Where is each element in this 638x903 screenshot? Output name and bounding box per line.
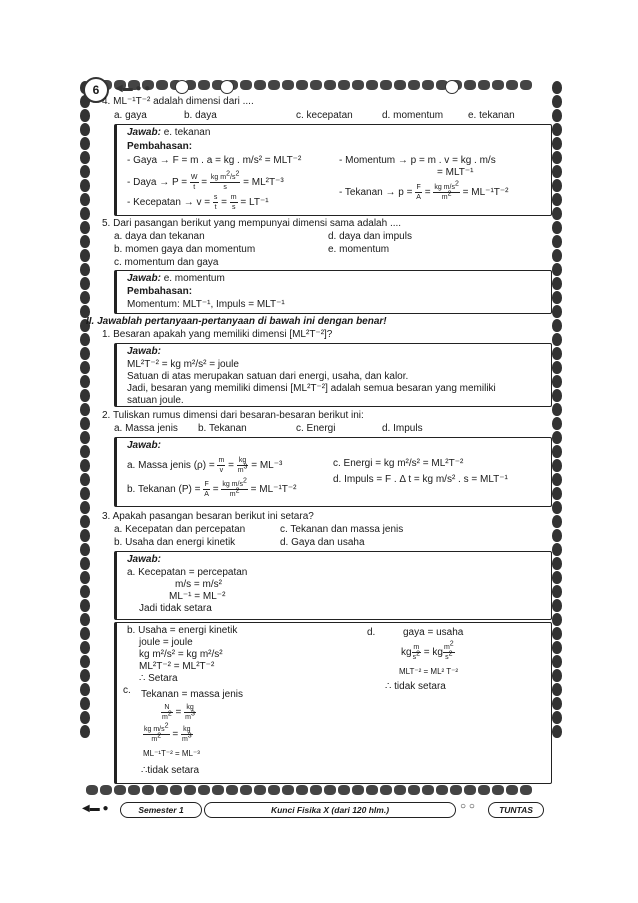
- border-ornament-leaf: [80, 445, 90, 458]
- s1-question: 1. Besaran apakah yang memiliki dimensi [ML²T⁻²]?: [102, 329, 333, 340]
- border-ornament-leaf: [80, 347, 90, 360]
- s3-c-line-3: $\frac{kg m/s^2}{m^2}$ = $\frac{kg}{m^3}$: [144, 722, 192, 743]
- border-ornament-leaf: [552, 473, 562, 486]
- s2-massa-jenis-line: a. Massa jenis (ρ) = $\frac{m}{v}$ = $\frac{kg}{m^3}$ = ML⁻³: [127, 457, 283, 474]
- q5-jawab-label: Jawab:: [127, 273, 161, 284]
- s3-question: 3. Apakah pasangan besaran berikut ini setara?: [102, 511, 314, 522]
- border-ornament-leaf: [80, 459, 90, 472]
- border-ornament-leaf: [552, 445, 562, 458]
- s3-c-line-4: ML⁻¹T⁻² = ML⁻³: [143, 749, 200, 758]
- s3-option-d: d. Gaya dan usaha: [280, 537, 365, 548]
- border-ornament-leaf: [552, 347, 562, 360]
- border-ornament-leaf: [80, 207, 90, 220]
- q4-momentum-result: = MLT⁻¹: [437, 167, 474, 178]
- s2-impuls-line: d. Impuls = F . Δ t = kg m/s² . s = MLT⁻¹: [333, 474, 508, 485]
- q4-option-e: e. tekanan: [468, 110, 515, 121]
- border-ornament-leaf: [80, 221, 90, 234]
- left-border-ornament: [78, 80, 92, 790]
- footer-brand: TUNTAS: [488, 802, 544, 818]
- border-ornament-leaf: [80, 123, 90, 136]
- s3-option-b: b. Usaha dan energi kinetik: [114, 537, 236, 548]
- border-ornament-leaf: [80, 403, 90, 416]
- footer-semester: Semester 1: [120, 802, 202, 818]
- border-ornament-leaf: [552, 123, 562, 136]
- page-footer: [82, 802, 562, 818]
- border-ornament-leaf: [552, 585, 562, 598]
- q5-option-a: a. daya dan tekanan: [114, 231, 205, 242]
- border-ornament-leaf: [552, 221, 562, 234]
- s1-line-2: Satuan di atas merupakan satuan dari energi, usaha, dan kalor.: [127, 371, 409, 382]
- border-ornament-leaf: [80, 263, 90, 276]
- s3-d-line-1: gaya = usaha: [403, 627, 464, 638]
- border-ornament-leaf: [80, 515, 90, 528]
- s3-d-line-3: MLT⁻² = ML² T⁻²: [399, 667, 459, 676]
- border-ornament-leaf: [552, 669, 562, 682]
- s3-c-line-5: ∴tidak setara: [141, 765, 200, 776]
- border-ornament-leaf: [552, 333, 562, 346]
- s3-jawab-label: Jawab:: [127, 554, 161, 565]
- s3-answer-box-bcd: [114, 622, 552, 784]
- s3-option-c: c. Tekanan dan massa jenis: [280, 524, 404, 535]
- s3-c-label: c.: [123, 685, 131, 696]
- border-ornament-leaf: [552, 95, 562, 108]
- border-ornament-leaf: [80, 725, 90, 738]
- q5-answer-box: [114, 270, 552, 314]
- border-ornament-leaf: [80, 557, 90, 570]
- s2-option-c: c. Energi: [296, 423, 336, 434]
- s3-a-line-3: ML⁻¹ = ML⁻²: [169, 591, 226, 602]
- border-ornament-leaf: [552, 249, 562, 262]
- border-ornament-leaf: [552, 137, 562, 150]
- q5-option-b: b. momen gaya dan momentum: [114, 244, 256, 255]
- border-ornament-leaf: [552, 417, 562, 430]
- border-ornament-leaf: [552, 557, 562, 570]
- q5-question: 5. Dari pasangan berikut yang mempunyai dimensi sama adalah ....: [102, 218, 402, 229]
- border-ornament-leaf: [80, 613, 90, 626]
- s2-answer-box: [114, 437, 552, 507]
- border-ornament-leaf: [80, 669, 90, 682]
- q5-pembahasan-text: Momentum: MLT⁻¹, Impuls = MLT⁻¹: [127, 299, 285, 310]
- s3-c-line-1: Tekanan = massa jenis: [141, 689, 244, 700]
- border-ornament-leaf: [552, 165, 562, 178]
- border-ornament-leaf: [552, 627, 562, 640]
- s2-energi-line: c. Energi = kg m²/s² = ML²T⁻²: [333, 458, 464, 469]
- border-ornament-leaf: [552, 193, 562, 206]
- q4-question: 4. ML⁻¹T⁻² adalah dimensi dari ....: [102, 96, 254, 107]
- border-ornament-leaf: [80, 431, 90, 444]
- s3-a-line-2: m/s = m/s²: [175, 579, 222, 590]
- q4-daya-line: - Daya → P = $\frac{W}{t}$ = $\frac{kg m^2/s^2}{s}$ = ML²T⁻³: [127, 170, 284, 191]
- border-ornament-leaf: [552, 389, 562, 402]
- s1-line-3: Jadi, besaran yang memiliki dimensi [ML²T⁻²] adalah semua besaran yang memiliki: [127, 383, 496, 394]
- border-ornament-leaf: [80, 291, 90, 304]
- border-ornament-leaf: [80, 179, 90, 192]
- footer-arrow-icon: ◀▬ ●: [82, 803, 109, 814]
- q4-answer-box: [114, 124, 552, 216]
- border-ornament-leaf: [80, 235, 90, 248]
- s3-option-a: a. Kecepatan dan percepatan: [114, 524, 246, 535]
- s3-answer-box-a: [114, 551, 552, 620]
- border-ornament-leaf: [80, 487, 90, 500]
- q4-jawab-value: e. tekanan: [163, 127, 211, 138]
- q4-option-a: a. gaya: [114, 110, 147, 121]
- footer-circles-icon: ○ ○: [460, 801, 475, 812]
- border-ornament-leaf: [552, 291, 562, 304]
- border-ornament-leaf: [80, 193, 90, 206]
- border-ornament-leaf: [80, 585, 90, 598]
- s1-jawab-label: Jawab:: [127, 346, 161, 357]
- border-ornament-leaf: [80, 473, 90, 486]
- s2-tekanan-line: b. Tekanan (P) = $\frac{F}{A}$ = $\frac{kg m/s^2}{m^2}$ = ML⁻¹T⁻²: [127, 477, 297, 498]
- border-ornament-leaf: [80, 571, 90, 584]
- border-ornament-leaf: [80, 137, 90, 150]
- border-ornament-leaf: [80, 697, 90, 710]
- q5-option-d: d. daya dan impuls: [328, 231, 412, 242]
- border-ornament-leaf: [552, 599, 562, 612]
- border-ornament-leaf: [552, 529, 562, 542]
- border-ornament-leaf: [80, 529, 90, 542]
- border-ornament-leaf: [552, 207, 562, 220]
- border-ornament-leaf: [80, 599, 90, 612]
- border-ornament-leaf: [552, 571, 562, 584]
- s1-line-4: satuan joule.: [127, 395, 184, 406]
- bottom-border-ornament: [85, 785, 560, 797]
- q4-momentum-line: - Momentum → p = m . v = kg . m/s: [339, 155, 496, 166]
- border-ornament-leaf: [80, 375, 90, 388]
- q4-pembahasan-label: Pembahasan:: [127, 141, 193, 152]
- border-ornament-leaf: [80, 683, 90, 696]
- border-ornament-leaf: [80, 417, 90, 430]
- s3-b-line-5: ∴ Setara: [139, 673, 178, 684]
- s2-jawab-label: Jawab:: [127, 440, 161, 451]
- s3-b-line-4: ML²T⁻² = ML²T⁻²: [139, 661, 215, 672]
- border-ornament-leaf: [552, 543, 562, 556]
- q5-option-e: e. momentum: [328, 244, 390, 255]
- q4-option-c: c. kecepatan: [296, 110, 353, 121]
- border-ornament-leaf: [552, 655, 562, 668]
- border-ornament-leaf: [552, 263, 562, 276]
- q4-kecepatan-line: - Kecepatan → v = $\frac{s}{t}$ = $\frac{m}{s}$ = LT⁻¹: [127, 194, 269, 211]
- top-circles-ornament: [175, 80, 455, 92]
- s2-option-a: a. Massa jenis: [114, 423, 178, 434]
- s3-d-line-4: ∴ tidak setara: [385, 681, 446, 692]
- border-ornament-leaf: [80, 655, 90, 668]
- s1-line-1: ML²T⁻² = kg m²/s² = joule: [127, 359, 239, 370]
- s3-a-line-4: Jadi tidak setara: [139, 603, 212, 614]
- page-number-badge: 6: [83, 77, 109, 103]
- border-ornament-leaf: [80, 277, 90, 290]
- border-ornament-leaf: [80, 333, 90, 346]
- border-ornament-leaf: [552, 711, 562, 724]
- border-ornament-leaf: [552, 459, 562, 472]
- q4-option-d: d. momentum: [382, 110, 444, 121]
- s3-a-line-1: a. Kecepatan = percepatan: [127, 567, 248, 578]
- border-ornament-leaf: [552, 515, 562, 528]
- s2-question: 2. Tuliskan rumus dimensi dari besaran-besaran berikut ini:: [102, 410, 364, 421]
- border-ornament-leaf: [80, 711, 90, 724]
- border-ornament-leaf: [80, 361, 90, 374]
- border-ornament-leaf: [80, 641, 90, 654]
- border-ornament-leaf: [80, 109, 90, 122]
- border-ornament-leaf: [80, 165, 90, 178]
- q4-gaya-line: - Gaya → F = m . a = kg . m/s² = MLT⁻²: [127, 155, 302, 166]
- q5-option-c: c. momentum dan gaya: [114, 257, 219, 268]
- border-ornament-leaf: [552, 683, 562, 696]
- border-ornament-leaf: [552, 725, 562, 738]
- border-ornament-leaf: [552, 487, 562, 500]
- border-ornament-leaf: [80, 389, 90, 402]
- border-ornament-leaf: [552, 151, 562, 164]
- border-ornament-leaf: [552, 277, 562, 290]
- q5-pembahasan-label: Pembahasan:: [127, 286, 193, 297]
- s3-b-line-3: kg m²/s² = kg m²/s²: [139, 649, 223, 660]
- s3-c-line-2: $\frac{N}{m^2}$ = $\frac{kg}{m^3}$: [162, 704, 195, 721]
- q5-jawab-value: e. momentum: [163, 273, 225, 284]
- s3-b-line-2: joule = joule: [139, 637, 193, 648]
- border-ornament-leaf: [552, 431, 562, 444]
- s1-answer-box: [114, 343, 552, 407]
- border-ornament-leaf: [80, 151, 90, 164]
- footer-book-title: Kunci Fisika X (dari 120 hlm.): [204, 802, 456, 818]
- border-ornament-leaf: [552, 375, 562, 388]
- border-ornament-leaf: [552, 501, 562, 514]
- border-ornament-leaf: [552, 697, 562, 710]
- border-ornament-leaf: [552, 361, 562, 374]
- border-ornament-leaf: [552, 613, 562, 626]
- border-ornament-leaf: [552, 109, 562, 122]
- s3-d-label: d.: [367, 627, 376, 638]
- border-ornament-leaf: [80, 543, 90, 556]
- border-ornament-leaf: [552, 81, 562, 94]
- border-ornament-leaf: [552, 305, 562, 318]
- q4-tekanan-line: - Tekanan → p = $\frac{F}{A}$ = $\frac{kg m/s^2}{m^2}$ = ML⁻¹T⁻²: [339, 180, 509, 201]
- s3-d-line-2: kg $\frac{m}{s^2}$ = kg $\frac{m^2}{s^2}$: [401, 640, 454, 661]
- border-ornament-leaf: [552, 319, 562, 332]
- s2-option-d: d. Impuls: [382, 423, 423, 434]
- border-ornament-leaf: [552, 403, 562, 416]
- section-2-title: II. Jawablah pertanyaan-pertanyaan di bawah ini dengan benar!: [86, 316, 387, 327]
- border-ornament-leaf: [80, 501, 90, 514]
- border-ornament-leaf: [552, 179, 562, 192]
- border-ornament-leaf: [80, 249, 90, 262]
- q4-jawab-label: Jawab:: [127, 127, 161, 138]
- arrow-ornament-icon: ◀▬ ● ●: [115, 83, 151, 94]
- s3-b-line-1: b. Usaha = energi kinetik: [127, 625, 238, 636]
- q4-option-b: b. daya: [184, 110, 217, 121]
- border-ornament-leaf: [80, 627, 90, 640]
- s2-option-b: b. Tekanan: [198, 423, 247, 434]
- right-border-ornament: [550, 80, 564, 790]
- border-ornament-leaf: [552, 641, 562, 654]
- border-ornament-leaf: [552, 235, 562, 248]
